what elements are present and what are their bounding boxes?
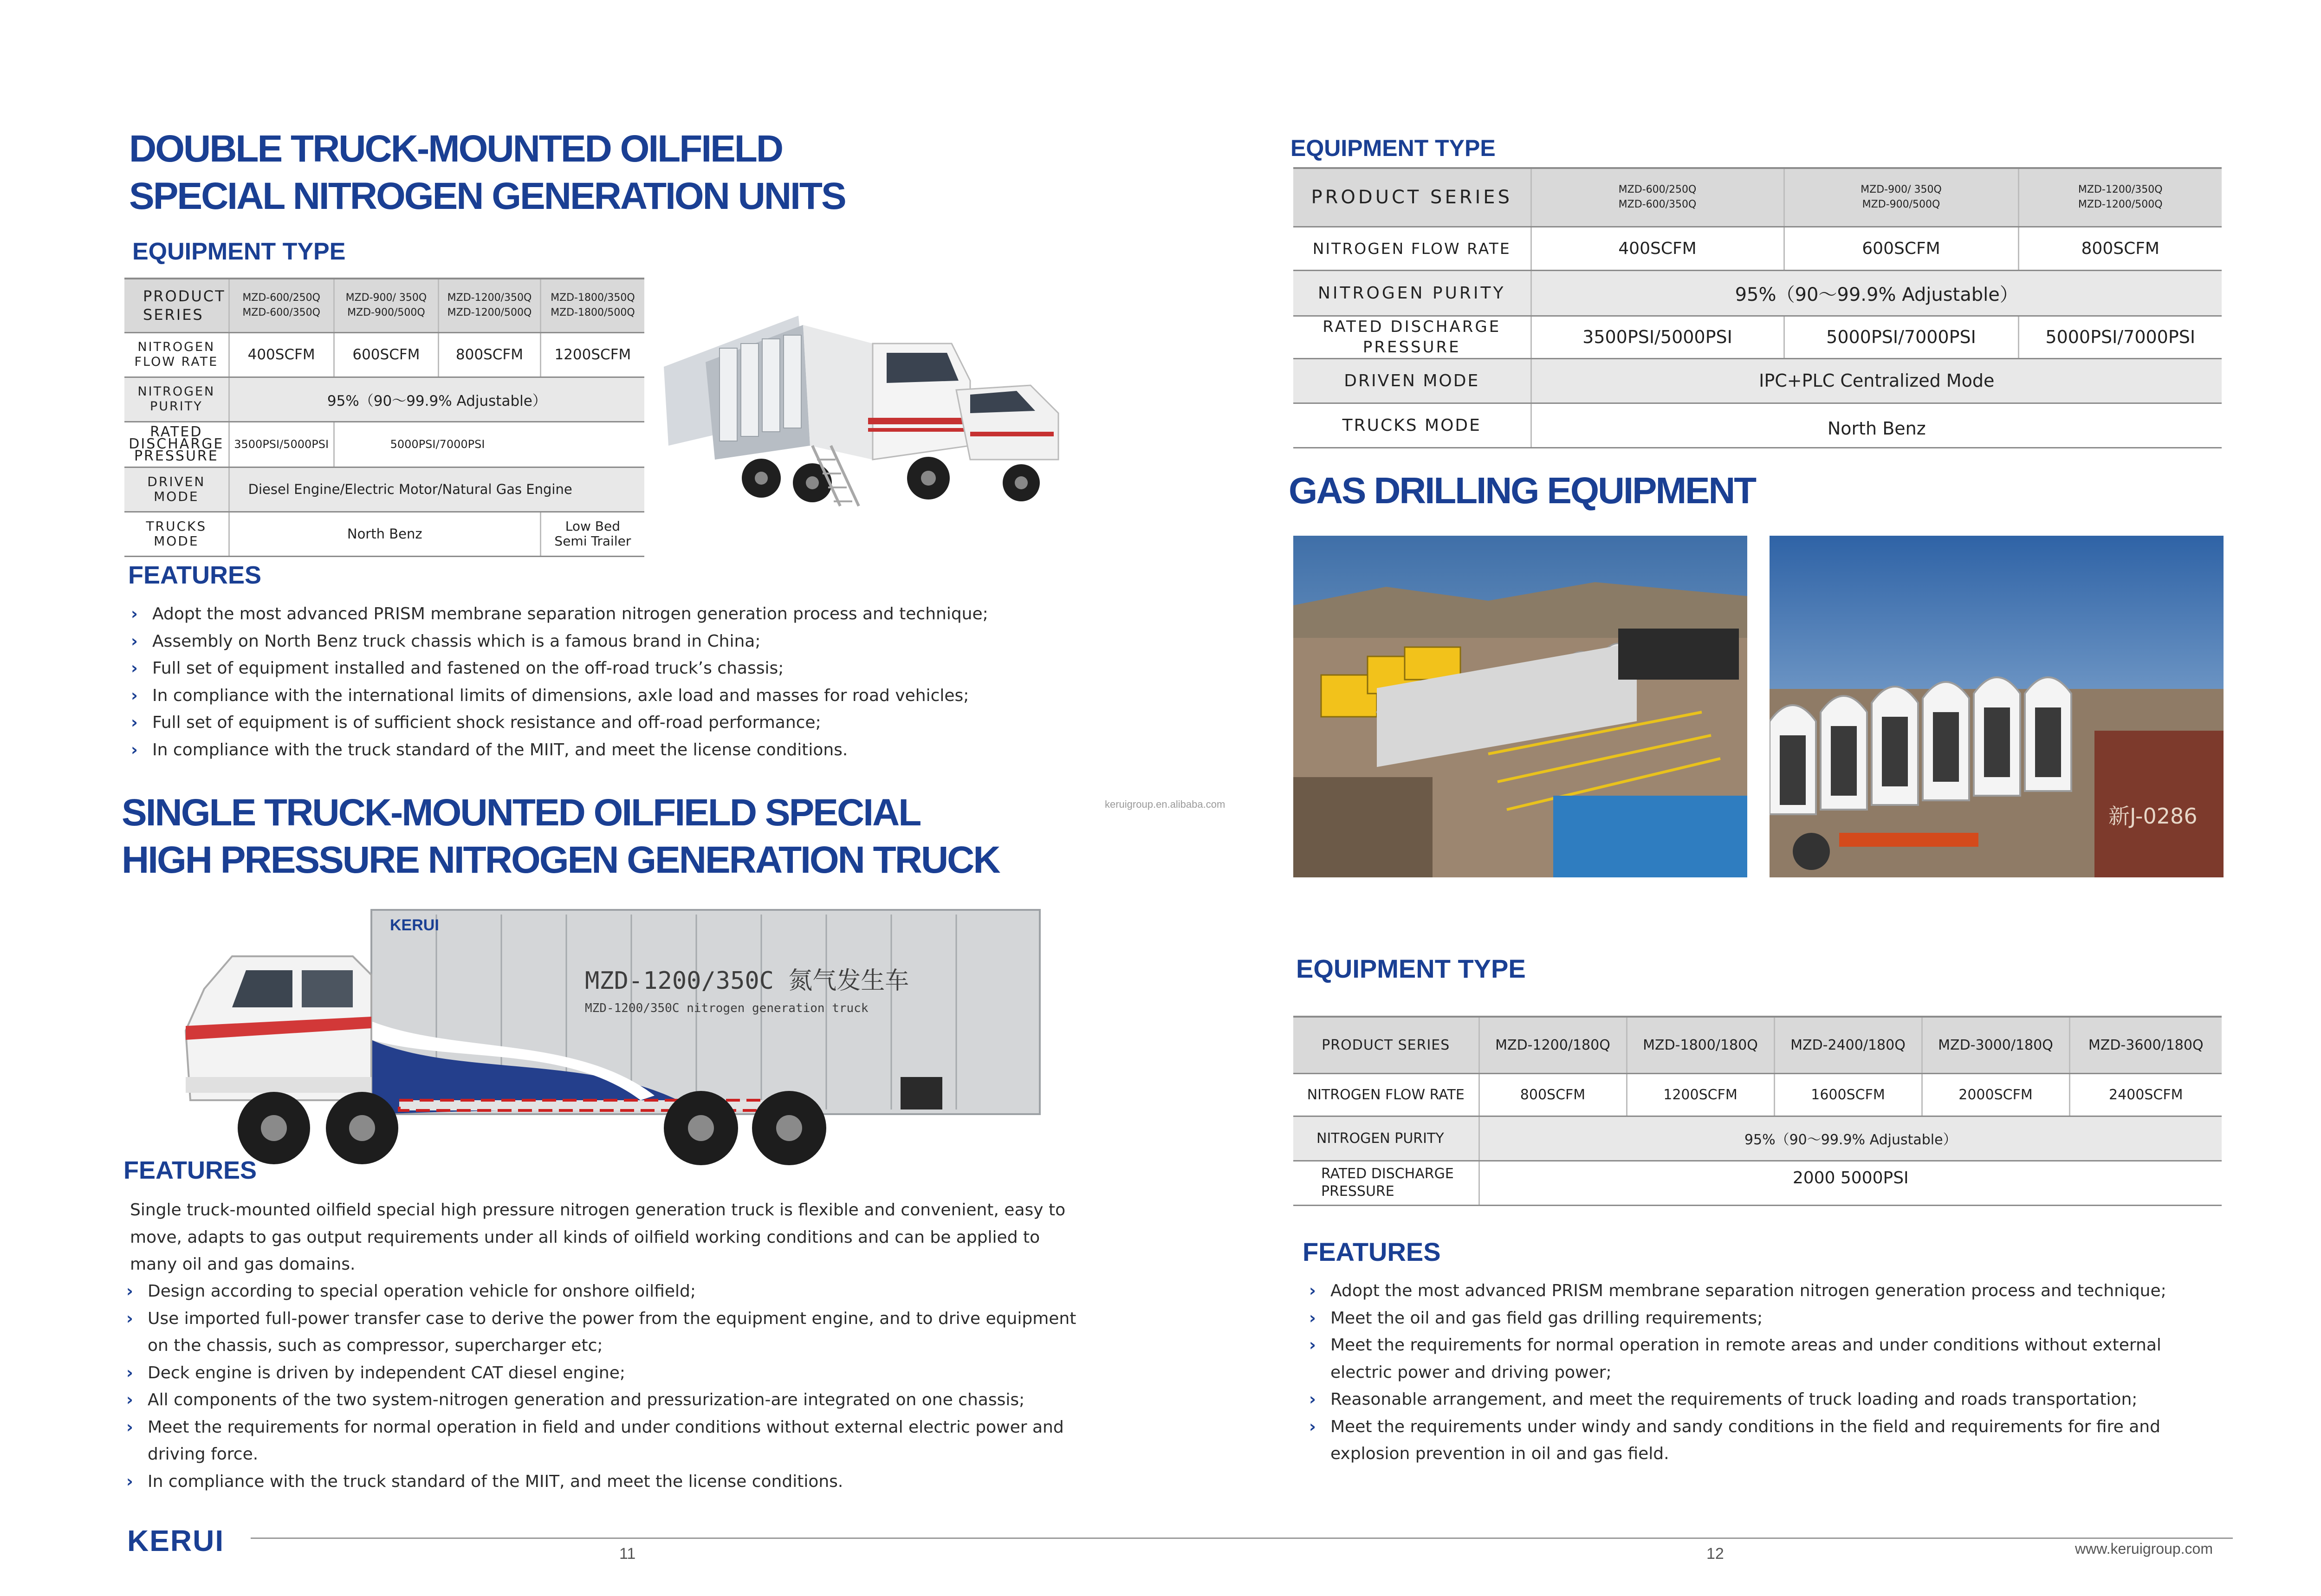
pressure-label: RATED DISCHARGE PRESSURE xyxy=(1293,316,1531,358)
equipment-type-heading: EQUIPMENT TYPE xyxy=(132,238,346,265)
driven-mode-value: Diesel Engine/Electric Motor/Natural Gas Engine xyxy=(229,467,644,512)
features-list-gas-drilling xyxy=(1309,1278,2228,1468)
pressure-value: 2000 5000PSI xyxy=(1479,1161,2222,1205)
purity-label: NITROGEN PURITY xyxy=(124,377,229,422)
truck-brand-text: KERUI xyxy=(390,916,439,934)
flow-cell: 800SCFM xyxy=(439,332,541,377)
list-item: › Meet the oil and gas field gas drilling requirements; xyxy=(1309,1305,2228,1332)
list-item: › In compliance with the truck standard of the MIIT, and meet the license conditions. xyxy=(126,1468,1101,1496)
chevron-right-icon: › xyxy=(1309,1281,1316,1300)
flow-cell: 1200SCFM xyxy=(540,332,644,377)
features-heading-right: FEATURES xyxy=(1303,1237,1441,1266)
gas-drilling-photo-2 xyxy=(1770,536,2224,877)
chevron-right-icon: › xyxy=(1309,1417,1316,1436)
footer-divider xyxy=(251,1538,2233,1539)
list-item: › Full set of equipment is of sufficient shock resistance and off-road performance; xyxy=(131,709,1059,737)
chevron-right-icon: › xyxy=(1309,1336,1316,1355)
chevron-right-icon: › xyxy=(131,604,138,623)
single-truck-image xyxy=(176,901,1049,1179)
double-truck-image xyxy=(650,306,1096,520)
list-item: › Adopt the most advanced PRISM membrane separation nitrogen generation process and technique; xyxy=(1309,1278,2228,1305)
spec-table-gas-truck xyxy=(1293,167,2222,448)
flow-cell: 1200SCFM xyxy=(1627,1073,1774,1116)
list-item: › In compliance with the truck standard of the MIIT, and meet the license conditions. xyxy=(131,737,1059,764)
purity-label: NITROGEN PURITY xyxy=(1293,1116,1479,1161)
flow-rate-label: NITROGEN FLOW RATE xyxy=(1293,227,1531,270)
series-cell: MZD-1200/350Q MZD-1200/500Q xyxy=(2018,168,2222,227)
chevron-right-icon: › xyxy=(131,631,138,651)
list-item: › Full set of equipment installed and fastened on the off-road truck’s chassis; xyxy=(131,655,1059,682)
kerui-logo: KERUI xyxy=(127,1524,225,1557)
series-cell: MZD-1800/350Q MZD-1800/500Q xyxy=(540,279,644,332)
driven-mode-value: IPC+PLC Centralized Mode xyxy=(1531,358,2222,403)
chevron-right-icon: › xyxy=(126,1363,133,1382)
chevron-right-icon: › xyxy=(126,1417,133,1437)
pressure-cell: 5000PSI/7000PSI xyxy=(334,422,644,467)
pressure-cell: 3500PSI/5000PSI xyxy=(229,422,334,467)
spec-table-double-truck xyxy=(124,278,644,557)
list-item: › Meet the requirements under windy and sandy conditions in the field and requirements for fire and explosion prevention in oil and gas field. xyxy=(1309,1414,2228,1468)
list-item: › Reasonable arrangement, and meet the requirements of truck loading and roads transportation; xyxy=(1309,1386,2228,1414)
series-cell: MZD-900/ 350Q MZD-900/500Q xyxy=(334,279,439,332)
watermark: keruigroup.en.alibaba.com xyxy=(1105,798,1225,810)
list-item: › Adopt the most advanced PRISM membrane separation nitrogen generation process and technique; xyxy=(131,601,1059,628)
series-cell: MZD-3000/180Q xyxy=(1922,1017,2069,1073)
chevron-right-icon: › xyxy=(131,659,138,678)
features-intro: Single truck-mounted oilfield special high pressure nitrogen generation truck is flexible and convenient, easy to move, adapts to gas output requirements under all kinds of oilfield working conditions and can be applied to many oil and gas domains. xyxy=(130,1200,1066,1274)
features-heading-single: FEATURES xyxy=(123,1156,257,1184)
pressure-label: RATED DISCHARGE PRESSURE xyxy=(1293,1161,1479,1205)
series-cell: MZD-1800/180Q xyxy=(1627,1017,1774,1073)
list-item: › Meet the requirements for normal operation in field and under conditions without external electric power and driving force. xyxy=(126,1414,1101,1468)
trucks-mode-label: TRUCKS MODE xyxy=(1293,403,1531,448)
chevron-right-icon: › xyxy=(126,1282,133,1301)
equipment-type-heading-right: EQUIPMENT TYPE xyxy=(1290,135,1496,161)
flow-cell: 1600SCFM xyxy=(1774,1073,1922,1116)
equipment-type-heading-2: EQUIPMENT TYPE xyxy=(1296,954,1526,983)
truck-model-text: MZD-1200/350C 氮气发生车 xyxy=(585,967,909,995)
page-title-single-truck: SINGLE TRUCK-MOUNTED OILFIELD SPECIAL HIGH PRESSURE NITROGEN GENERATION TRUCK xyxy=(122,792,999,881)
pressure-cell: 3500PSI/5000PSI xyxy=(1531,316,1784,358)
chevron-right-icon: › xyxy=(131,740,138,759)
list-item: › Deck engine is driven by independent CAT diesel engine; xyxy=(126,1360,1101,1387)
features-list-double-truck xyxy=(131,601,1059,764)
chevron-right-icon: › xyxy=(131,686,138,705)
series-cell: MZD-900/ 350Q MZD-900/500Q xyxy=(1784,168,2018,227)
product-series-label: PRODUCT SERIES xyxy=(1293,1017,1479,1073)
gas-drilling-photo-1 xyxy=(1293,536,1747,877)
photo-sign-text: 新J-0286 xyxy=(2108,804,2198,829)
trucks-mode-value: North Benz xyxy=(1531,403,2222,448)
features-list-single-truck xyxy=(126,1278,1101,1495)
purity-value: 95%（90～99.9% Adjustable） xyxy=(229,377,644,422)
list-item: › Assembly on North Benz truck chassis which is a famous brand in China; xyxy=(131,628,1059,655)
purity-label: NITROGEN PURITY xyxy=(1293,270,1531,316)
driven-mode-label: DRIVEN MODE xyxy=(124,467,229,512)
purity-value: 95%（90～99.9% Adjustable） xyxy=(1531,270,2222,316)
flow-cell: 400SCFM xyxy=(1531,227,1784,270)
flow-rate-label: NITROGEN FLOW RATE xyxy=(1293,1073,1479,1116)
series-cell: MZD-3600/180Q xyxy=(2069,1017,2222,1073)
series-cell: MZD-1200/180Q xyxy=(1479,1017,1627,1073)
trucks-mode-value: North Benz xyxy=(229,512,540,556)
product-series-label: PRODUCT SERIES xyxy=(124,279,229,332)
flow-cell: 800SCFM xyxy=(2018,227,2222,270)
flow-cell: 2000SCFM xyxy=(1922,1073,2069,1116)
website-link[interactable]: www.keruigroup.com xyxy=(2075,1540,2213,1557)
trucks-mode-label: TRUCKS MODE xyxy=(124,512,229,556)
list-item: › Use imported full-power transfer case to derive the power from the equipment engine, and to drive equipment on the chassis, such as compressor, supercharger etc; xyxy=(126,1305,1101,1360)
purity-value: 95%（90～99.9% Adjustable） xyxy=(1479,1116,2222,1161)
page-number-right: 12 xyxy=(1706,1545,1724,1563)
features-heading: FEATURES xyxy=(128,561,262,589)
list-item: › In compliance with the international limits of dimensions, axle load and masses for road vehicles; xyxy=(131,682,1059,710)
product-series-label: PRODUCT SERIES xyxy=(1293,168,1531,227)
series-cell: MZD-1200/350Q MZD-1200/500Q xyxy=(439,279,541,332)
list-item: › Meet the requirements for normal operation in remote areas and under conditions without external electric power and driving power; xyxy=(1309,1332,2228,1386)
chevron-right-icon: › xyxy=(1309,1308,1316,1328)
pressure-label: RATED DISCHARGE PRESSURE xyxy=(124,422,229,467)
driven-mode-label: DRIVEN MODE xyxy=(1293,358,1531,403)
pressure-cell: 5000PSI/7000PSI xyxy=(2018,316,2222,358)
pressure-cell: 5000PSI/7000PSI xyxy=(1784,316,2018,358)
flow-cell: 2400SCFM xyxy=(2069,1073,2222,1116)
trucks-mode-value: Low Bed Semi Trailer xyxy=(540,512,644,556)
series-cell: MZD-600/250Q MZD-600/350Q xyxy=(229,279,334,332)
spec-table-gas-drilling xyxy=(1293,1016,2222,1206)
flow-cell: 800SCFM xyxy=(1479,1073,1627,1116)
chevron-right-icon: › xyxy=(126,1390,133,1409)
series-cell: MZD-2400/180Q xyxy=(1774,1017,1922,1073)
flow-cell: 600SCFM xyxy=(334,332,439,377)
chevron-right-icon: › xyxy=(1309,1390,1316,1409)
page-title-double-truck: DOUBLE TRUCK-MOUNTED OILFIELD SPECIAL NITROGEN GENERATION UNITS xyxy=(129,128,845,217)
gas-drilling-title: GAS DRILLING EQUIPMENT xyxy=(1289,470,1756,511)
flow-cell: 600SCFM xyxy=(1784,227,2018,270)
chevron-right-icon: › xyxy=(131,713,138,732)
series-cell: MZD-600/250Q MZD-600/350Q xyxy=(1531,168,1784,227)
flow-cell: 400SCFM xyxy=(229,332,334,377)
flow-rate-label: NITROGEN FLOW RATE xyxy=(124,332,229,377)
list-item: › Design according to special operation vehicle for onshore oilfield; xyxy=(126,1278,1101,1305)
chevron-right-icon: › xyxy=(126,1309,133,1328)
truck-subtitle-text: MZD-1200/350C nitrogen generation truck xyxy=(585,1001,869,1015)
page-number-left: 11 xyxy=(619,1545,636,1563)
chevron-right-icon: › xyxy=(126,1472,133,1491)
list-item: › All components of the two system-nitrogen generation and pressurization-are integrated on one chassis; xyxy=(126,1387,1101,1414)
